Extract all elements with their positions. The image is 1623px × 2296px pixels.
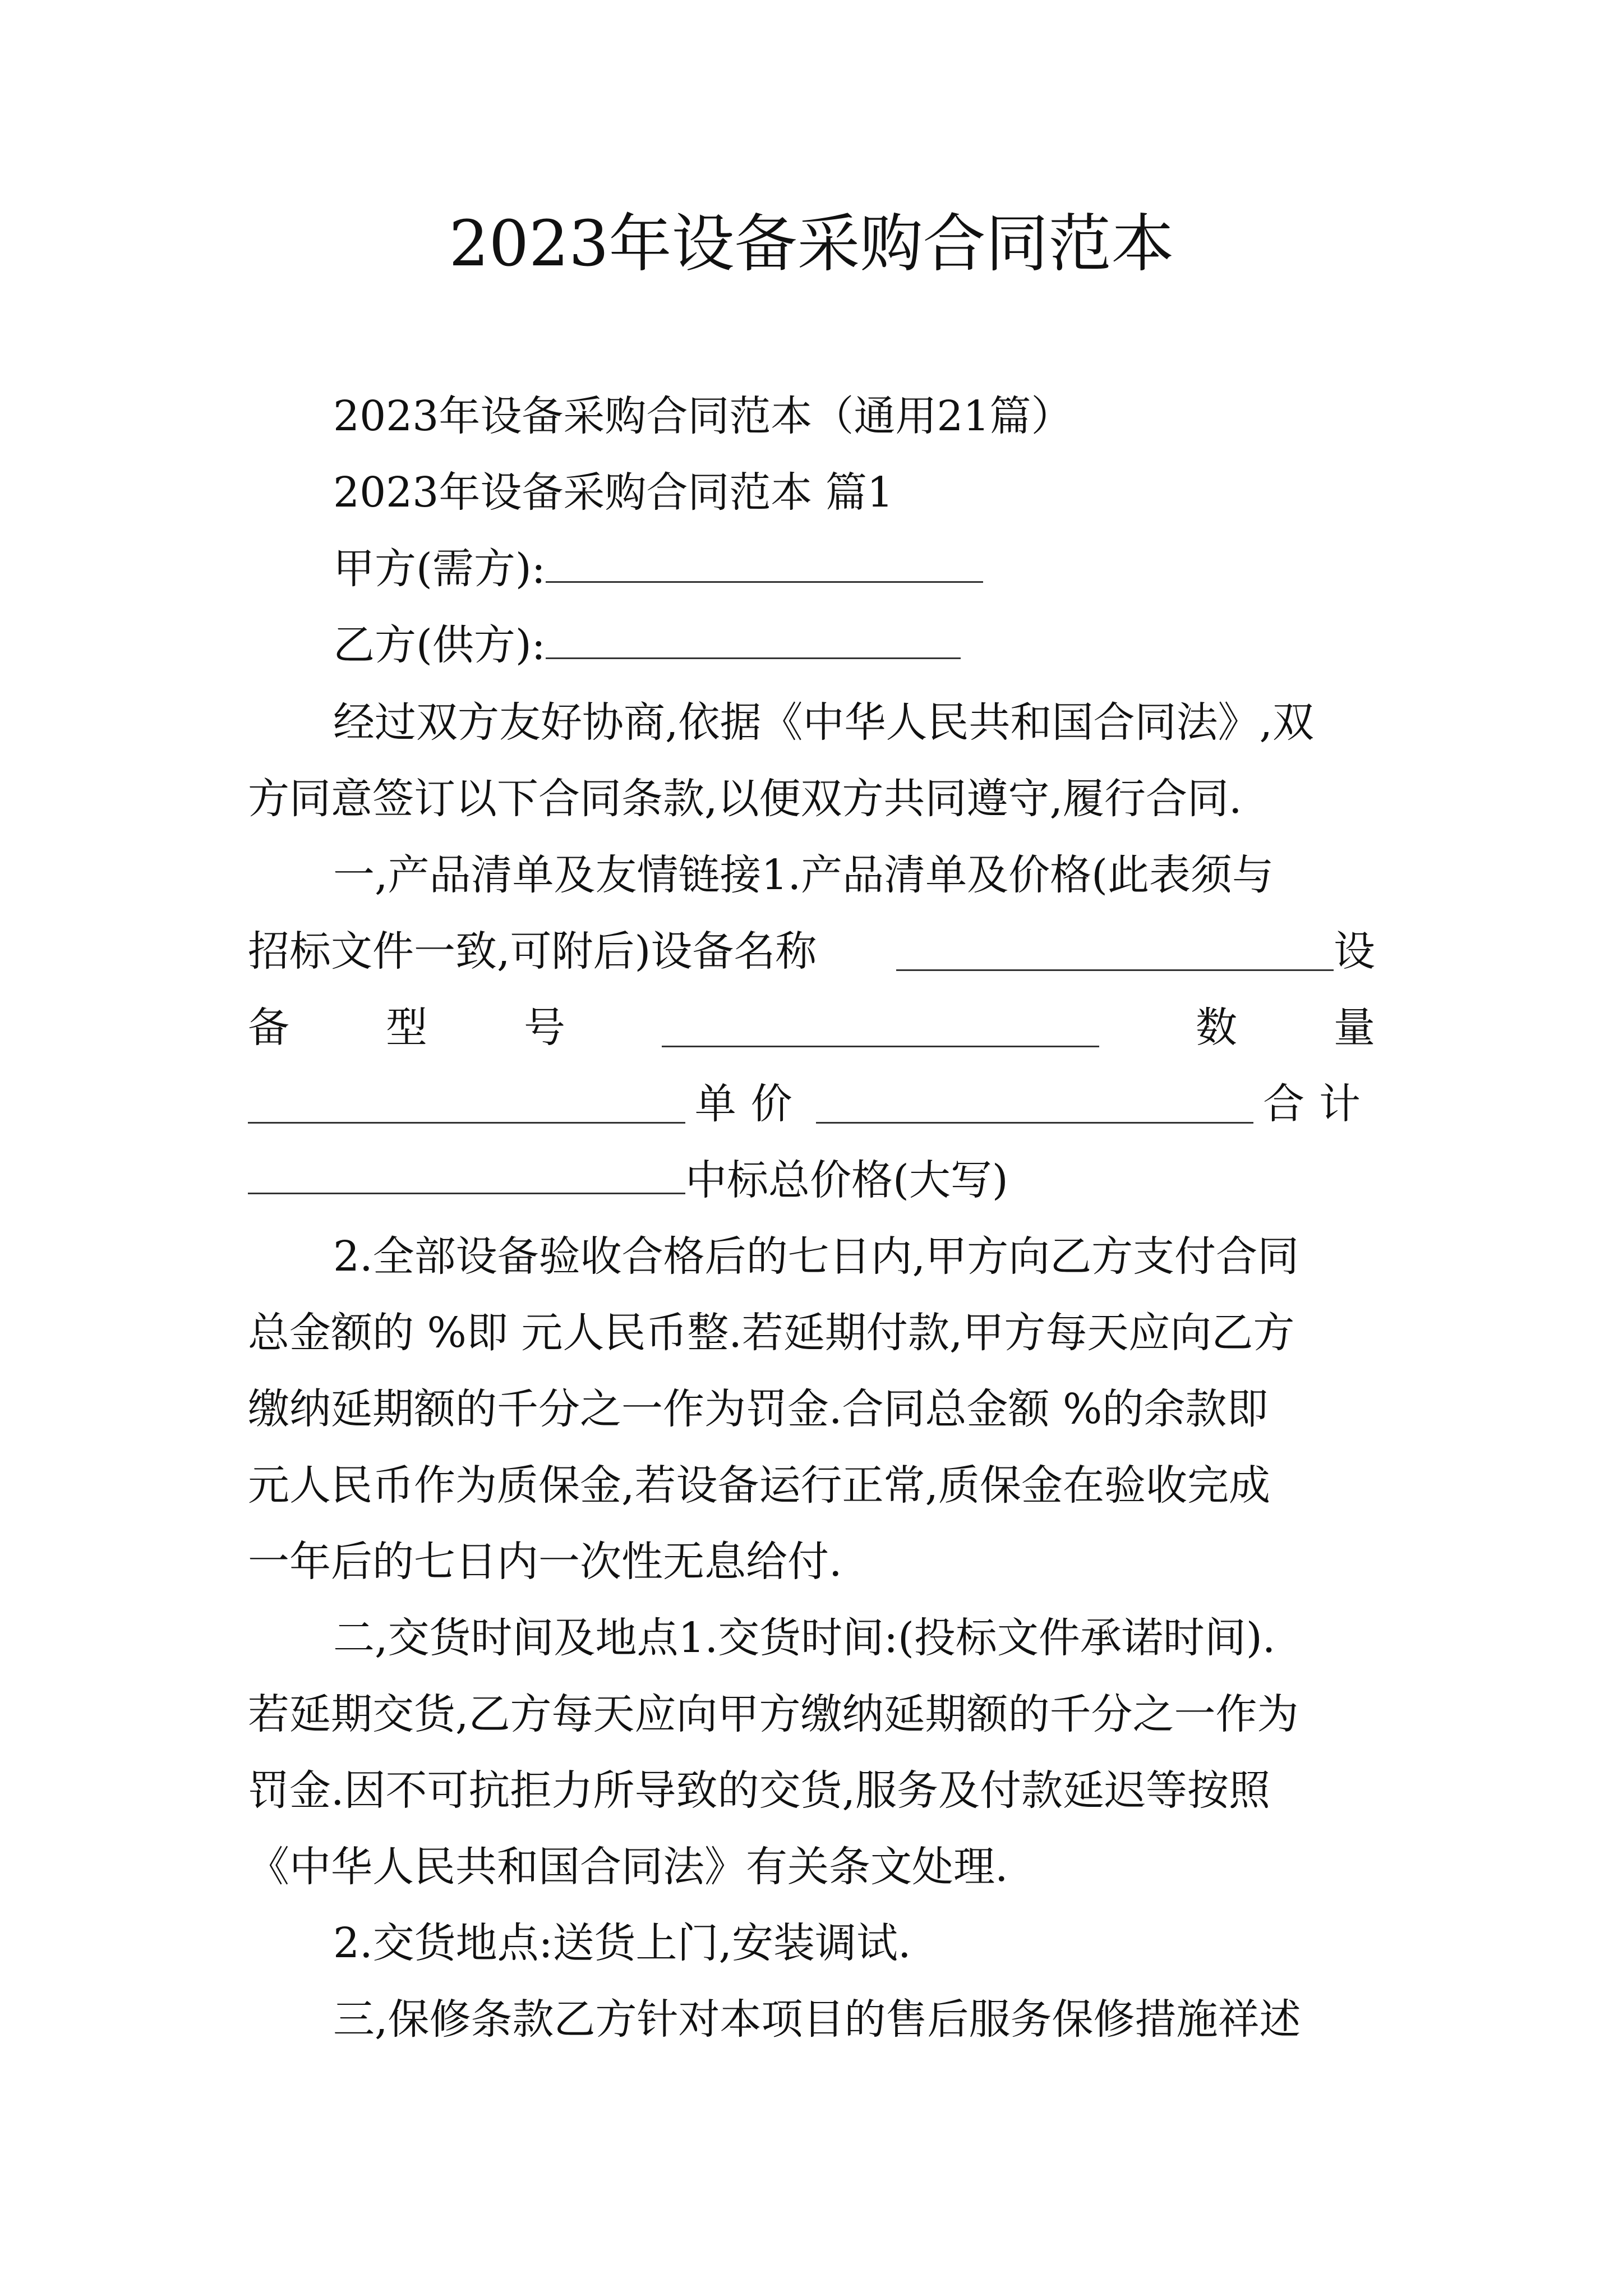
paragraph-line: 一,产品清单及友情链接1.产品清单及价格(此表须与 [333,851,1274,899]
equipment-name-blank [896,932,1334,971]
paragraph-line: 若延期交货,乙方每天应向甲方缴纳延期额的千分之一作为 [248,1690,1299,1738]
unit-price-label: 单价 [694,1080,807,1128]
paragraph-line: 一年后的七日内一次性无息给付. [248,1538,842,1586]
price-line [248,1065,1375,1143]
subtitle: 2023年设备采购合同范本（通用21篇） [333,392,1073,440]
paragraph-line: 2.全部设备验收合格后的七日内,甲方向乙方支付合同 [333,1232,1299,1281]
total-label: 合计 [1263,1080,1375,1128]
model-char-2: 型 [386,1004,427,1052]
paragraph-line: 经过双方友好协商,依据《中华人民共和国合同法》,双 [333,698,1315,747]
model-quantity-line [248,988,1375,1067]
party-b-label: 乙方(供方): [333,621,546,669]
paragraph-line: 罚金.因不可抗拒力所导致的交货,服务及付款延迟等按照 [248,1766,1271,1815]
bid-total-line [248,1141,1375,1220]
paragraph-line: 总金额的 %即 元人民币整.若延期付款,甲方每天应向乙方 [248,1309,1295,1357]
unit-price-blank [816,1085,1253,1124]
party-a-blank [546,544,983,583]
quantity-blank [248,1085,685,1124]
equipment-name-label: 招标文件一致,可附后)设备名称 [248,927,817,976]
total-blank [248,1156,685,1194]
document-title: 2023年设备采购合同范本 [449,208,1174,280]
party-a-label: 甲方(需方): [333,545,546,593]
paragraph-line: 2.交货地点:送货上门,安装调试. [333,1919,911,1967]
paragraph-line: 缴纳延期额的千分之一作为罚金.合同总金额 %的余款即 [248,1385,1269,1433]
party-b-blank [546,620,961,659]
model-char-1: 备 [248,1004,289,1052]
equipment-model-label-start: 设 [1334,927,1375,976]
paragraph-line: 《中华人民共和国合同法》有关条文处理. [248,1843,1008,1891]
quantity-char-2: 量 [1334,1004,1375,1052]
paragraph-line: 元人民币作为质保金,若设备运行正常,质保金在验收完成 [248,1461,1271,1510]
paragraph-line: 三,保修条款乙方针对本项目的售后服务保修措施祥述 [333,1995,1301,2044]
equipment-name-line [248,912,1375,991]
equipment-name-field [896,912,1375,991]
section-heading: 2023年设备采购合同范本 篇1 [333,468,893,517]
party-b-line [333,606,1375,684]
paragraph-line: 方同意签订以下合同条款,以便双方共同遵守,履行合同. [248,775,1242,823]
model-char-3: 号 [524,1004,565,1052]
paragraph-line: 二,交货时间及地点1.交货时间:(投标文件承诺时间). [333,1614,1276,1662]
quantity-char-1: 数 [1196,1004,1237,1052]
bid-total-label: 中标总价格(大写) [685,1156,1008,1204]
equipment-model-blank [662,1009,1099,1047]
party-a-line [333,530,1375,608]
